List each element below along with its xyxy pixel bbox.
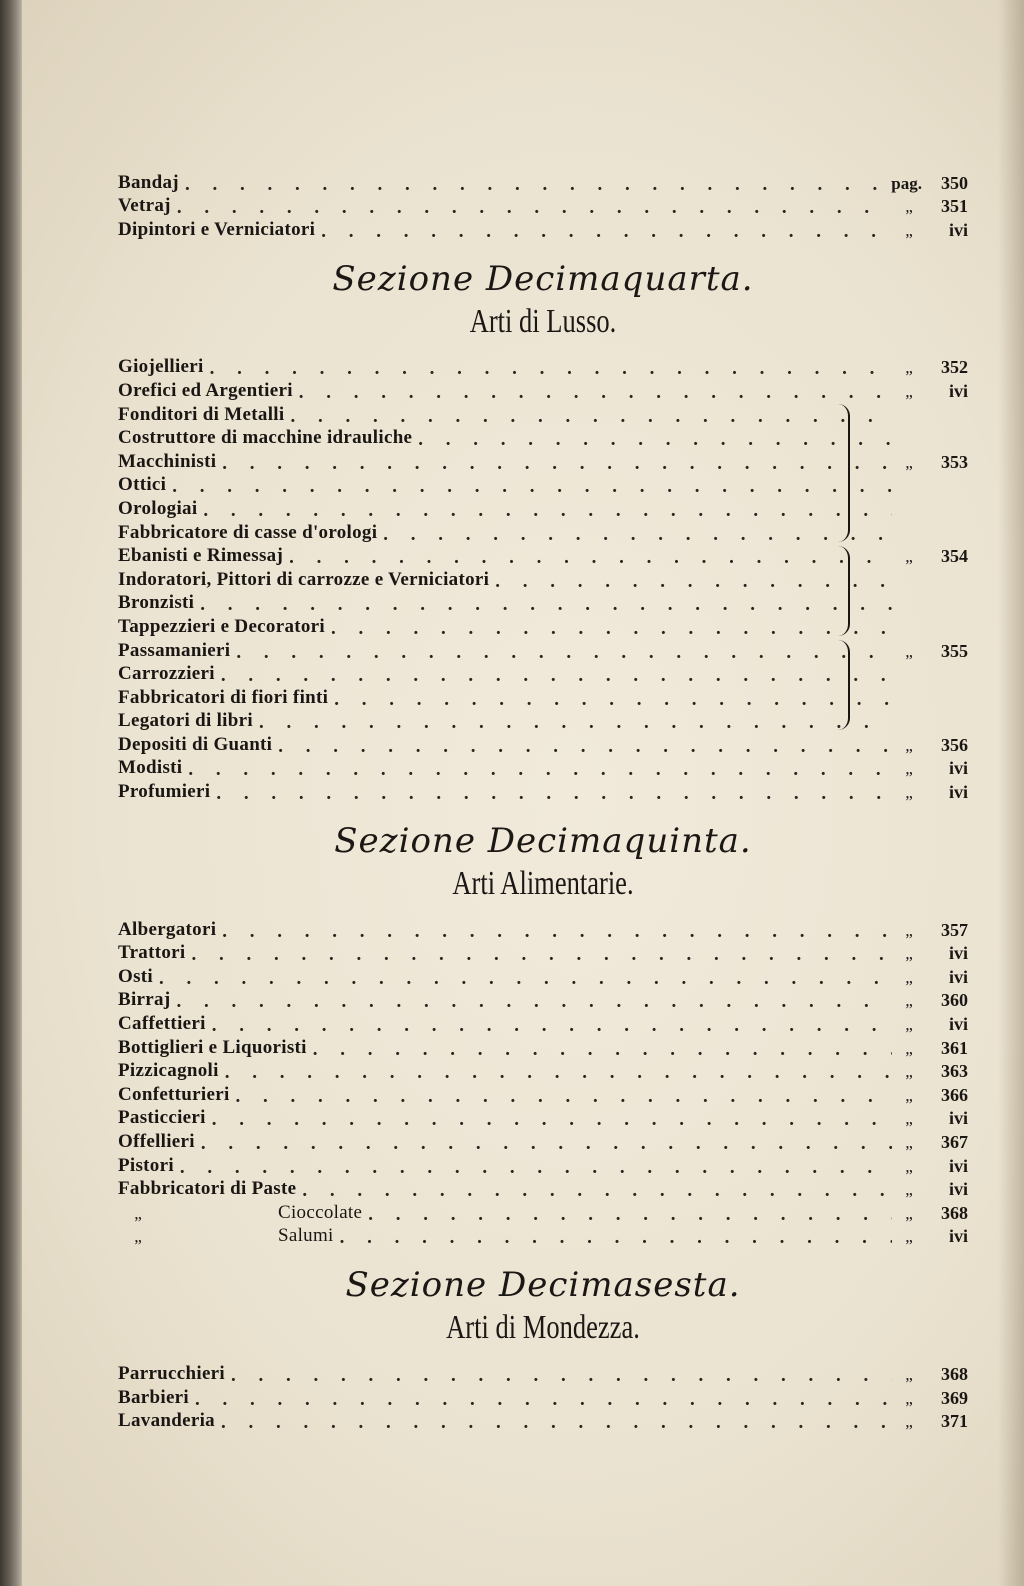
entry-page: 361 xyxy=(941,1037,968,1058)
ditto-mark: „ xyxy=(905,1085,913,1105)
ditto-mark: „ xyxy=(905,1203,913,1223)
dot-leader xyxy=(188,760,892,779)
index-row xyxy=(118,1059,968,1083)
section-title: Sezione Decimaquarta. xyxy=(332,258,754,299)
dot-leader xyxy=(290,407,892,426)
ditto-mark: „ xyxy=(905,1388,913,1408)
ditto-mark: „ xyxy=(905,358,913,378)
dot-leader xyxy=(159,969,892,988)
entry-label: Fabbricatori di Paste xyxy=(118,1178,297,1200)
entry-label: Depositi di Guanti xyxy=(118,733,273,755)
entry-page: 366 xyxy=(941,1084,968,1105)
ditto-mark: „ xyxy=(905,967,913,987)
entry-page: ivi xyxy=(948,782,968,803)
index-row xyxy=(118,1106,968,1130)
dot-leader xyxy=(177,198,892,217)
ditto-mark: „ xyxy=(905,547,913,567)
entry-page: 368 xyxy=(941,1363,968,1384)
dot-leader xyxy=(222,454,892,473)
entry-list xyxy=(118,1361,968,1432)
entry-page: 351 xyxy=(941,196,968,217)
entry-page: ivi xyxy=(948,943,968,964)
ditto-mark: „ xyxy=(905,1062,913,1082)
index-row xyxy=(118,779,968,803)
dot-leader xyxy=(278,737,892,756)
grouping-brace xyxy=(836,546,850,636)
ditto-mark: „ xyxy=(905,759,913,779)
index-content xyxy=(118,170,968,1440)
dot-leader xyxy=(212,1110,892,1129)
entry-label: Profumieri xyxy=(118,781,211,803)
dot-leader xyxy=(176,992,892,1011)
entry-page: ivi xyxy=(948,380,968,401)
book-spine xyxy=(0,0,24,1586)
entry-label: Tappezzieri e Decoratori xyxy=(118,615,325,637)
dot-leader xyxy=(321,222,892,241)
index-row xyxy=(118,378,968,402)
dot-leader xyxy=(221,666,892,685)
dot-leader xyxy=(180,1158,892,1177)
entry-page: ivi xyxy=(948,219,968,240)
dot-leader xyxy=(236,1087,892,1106)
dot-leader xyxy=(201,1134,892,1153)
index-row xyxy=(118,1361,968,1385)
entry-label: Modisti xyxy=(118,757,183,779)
dot-leader xyxy=(368,1205,892,1224)
dot-leader xyxy=(191,945,892,964)
index-row xyxy=(118,917,968,941)
dot-leader xyxy=(212,1016,892,1035)
entry-page: 355 xyxy=(941,640,968,661)
index-row xyxy=(118,1129,968,1153)
ditto-mark: „ xyxy=(905,452,913,472)
index-row xyxy=(118,1082,968,1106)
index-row xyxy=(118,732,968,756)
index-row xyxy=(118,964,968,988)
entry-page: 352 xyxy=(941,357,968,378)
entry-label: Offellieri xyxy=(118,1131,195,1152)
entry-label: Barbieri xyxy=(118,1386,189,1408)
ditto-mark: „ xyxy=(905,1180,913,1200)
entry-label: Legatori di libri xyxy=(118,710,253,732)
entry-label: Fonditori di Metalli xyxy=(118,403,285,425)
section-subtitle: Arti Alimentarie. xyxy=(452,865,634,903)
entry-label: Dipintori e Verniciatori xyxy=(118,218,316,240)
ditto-mark: „ xyxy=(905,197,913,217)
entry-page: ivi xyxy=(948,758,968,779)
ditto-mark: „ xyxy=(905,220,913,240)
index-row xyxy=(118,1385,968,1409)
entry-page: ivi xyxy=(948,966,968,987)
entry-label: Pistori xyxy=(118,1154,174,1176)
entry-label: Fabbricatori di fiori finti xyxy=(118,686,329,708)
dot-leader xyxy=(418,430,892,449)
entry-label: Indoratori, Pittori di carrozze e Verniciatori xyxy=(118,568,490,590)
index-row xyxy=(118,355,968,379)
entry-page: 356 xyxy=(941,734,968,755)
entry-page: ivi xyxy=(948,1014,968,1035)
dot-leader xyxy=(331,619,892,638)
ditto-mark: „ xyxy=(905,1364,913,1384)
entry-page: 363 xyxy=(941,1061,968,1082)
ditto-mark: „ xyxy=(905,1156,913,1176)
entry-label: Pasticcieri xyxy=(118,1107,206,1129)
index-row xyxy=(118,1200,968,1224)
entry-label: Ebanisti e Rimessaj xyxy=(118,545,284,567)
dot-leader xyxy=(334,690,892,709)
index-row xyxy=(118,1153,968,1177)
section-subtitle: Arti di Mondezza. xyxy=(446,1309,640,1347)
index-row xyxy=(118,170,968,194)
entry-page: 360 xyxy=(941,990,968,1011)
entry-label: Vetraj xyxy=(118,195,171,217)
dot-leader xyxy=(221,1413,892,1432)
index-row xyxy=(118,1035,968,1059)
ditto-mark: „ xyxy=(905,1015,913,1035)
entry-label: Bronzisti xyxy=(118,592,195,614)
entry-page: 353 xyxy=(941,451,968,472)
index-row xyxy=(118,756,968,780)
dot-leader xyxy=(200,595,892,614)
dot-leader xyxy=(289,548,892,567)
entry-label: Costruttore di macchine idrauliche xyxy=(118,427,413,449)
index-row xyxy=(118,941,968,965)
book-page xyxy=(22,0,1024,1586)
entry-page: ivi xyxy=(948,1108,968,1129)
entry-label: Caffettieri xyxy=(118,1013,206,1035)
section-title: Sezione Decimasesta. xyxy=(345,1265,741,1306)
entry-page: 367 xyxy=(941,1132,968,1152)
dot-leader xyxy=(185,175,878,194)
entry-label: Macchinisti xyxy=(118,450,217,472)
entry-label: Birraj xyxy=(118,989,171,1011)
ditto-mark: „ xyxy=(905,1133,913,1152)
entry-page: 350 xyxy=(941,172,968,193)
dot-leader xyxy=(195,1390,892,1409)
dot-leader xyxy=(383,525,892,544)
entry-label: Trattori xyxy=(118,942,186,964)
index-row xyxy=(118,1011,968,1035)
entry-label: Orologiai xyxy=(118,497,198,519)
entry-label: Osti xyxy=(118,965,153,987)
page-prefix: pag. xyxy=(891,173,922,193)
ditto-mark: „ xyxy=(905,991,913,1011)
entry-label: Orefici ed Argentieri xyxy=(118,379,293,401)
entry-label: Confetturieri xyxy=(118,1083,230,1105)
entry-label: Albergatori xyxy=(118,918,217,940)
entry-label: Giojellieri xyxy=(118,356,204,378)
section-subtitle: Arti di Lusso. xyxy=(469,302,617,340)
entry-label: Lavanderia xyxy=(118,1410,215,1432)
dot-leader xyxy=(236,643,892,662)
grouping-brace xyxy=(836,640,850,730)
dot-leader xyxy=(210,359,892,378)
entry-page: 357 xyxy=(941,919,968,940)
dot-leader xyxy=(203,501,892,520)
section-title: Sezione Decimaquinta. xyxy=(334,821,752,862)
ditto-mark: „ xyxy=(905,944,913,964)
entry-label: Salumi xyxy=(278,1225,334,1247)
entry-page: ivi xyxy=(948,1179,968,1200)
dot-leader xyxy=(225,1063,892,1082)
entry-label: Bottiglieri e Liquoristi xyxy=(118,1036,307,1058)
ditto-mark: „ xyxy=(134,1203,142,1223)
index-row xyxy=(118,217,968,241)
dot-leader xyxy=(231,1366,892,1385)
ditto-mark: „ xyxy=(905,1109,913,1129)
entry-label: Carrozzieri xyxy=(118,663,215,685)
dot-leader xyxy=(172,477,892,496)
index-row xyxy=(118,1177,968,1201)
ditto-mark: „ xyxy=(905,641,913,661)
dot-leader xyxy=(299,383,892,402)
entry-label: Bandaj xyxy=(118,171,179,193)
ditto-mark: „ xyxy=(905,381,913,401)
ditto-mark: „ xyxy=(134,1227,142,1247)
entry-page: 354 xyxy=(941,546,968,567)
entry-label: Passamanieri xyxy=(118,639,231,661)
entry-list xyxy=(118,917,968,1247)
ditto-mark: „ xyxy=(905,1038,913,1058)
ditto-mark: „ xyxy=(905,1227,913,1247)
dot-leader xyxy=(313,1040,892,1059)
ditto-mark: „ xyxy=(905,783,913,803)
entry-label: Cioccolate xyxy=(278,1201,363,1223)
dot-leader xyxy=(216,784,892,803)
ditto-mark: „ xyxy=(905,1412,913,1432)
entry-page: ivi xyxy=(948,1226,968,1247)
index-row xyxy=(118,1224,968,1248)
ditto-mark: „ xyxy=(905,920,913,940)
dot-leader xyxy=(340,1228,892,1247)
entry-page: 368 xyxy=(941,1202,968,1223)
section-decimasesta xyxy=(118,1265,968,1432)
index-row xyxy=(118,194,968,218)
dot-leader xyxy=(222,922,892,941)
dot-leader xyxy=(495,572,892,591)
index-row xyxy=(118,1409,968,1433)
entry-label: Parrucchieri xyxy=(118,1362,225,1384)
entry-label: Pizzicagnoli xyxy=(118,1060,219,1082)
entry-label: Ottici xyxy=(118,474,167,496)
entry-page: ivi xyxy=(948,1155,968,1176)
entry-page: 369 xyxy=(941,1387,968,1408)
grouping-brace xyxy=(836,404,850,542)
entry-label: Fabbricatore di casse d'orologi xyxy=(118,521,378,543)
dot-leader xyxy=(259,713,892,732)
section-decimaquinta xyxy=(118,821,968,1247)
index-row xyxy=(118,988,968,1012)
top-entries xyxy=(118,170,968,241)
entry-page: 371 xyxy=(941,1411,968,1432)
dot-leader xyxy=(302,1181,892,1200)
ditto-mark: „ xyxy=(905,735,913,755)
